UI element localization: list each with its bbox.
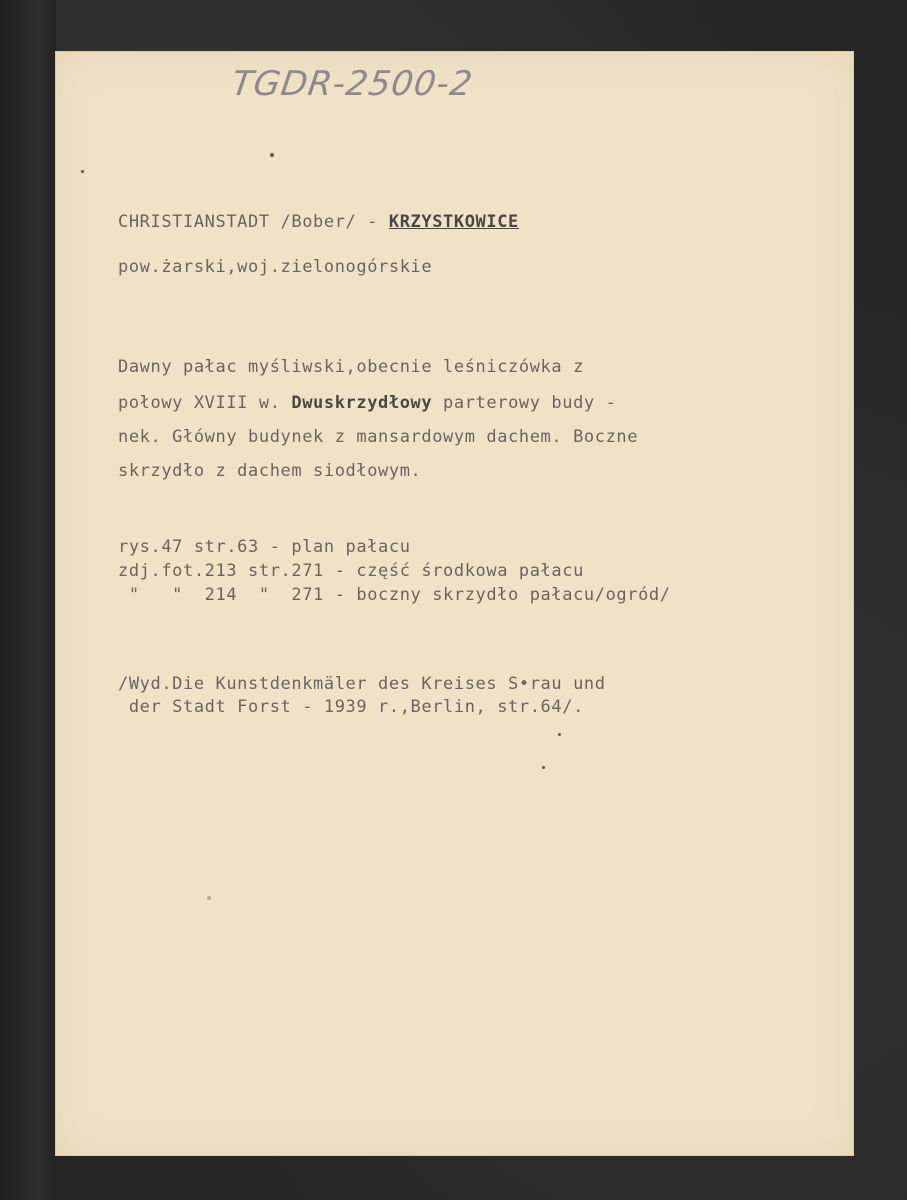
district-line: pow.żarski,woj.zielonogórskie: [118, 257, 433, 277]
reference-line-2: zdj.fot.213 str.271 - część środkowa pałacu: [118, 561, 584, 581]
ink-speck: [81, 170, 84, 173]
source-line-1: /Wyd.Die Kunstdenkmäler des Kreises S•rau und: [118, 674, 606, 694]
paper-stain: [207, 896, 211, 900]
ink-speck: [542, 766, 545, 769]
reference-line-3: " " 214 " 271 - boczny skrzydło pałacu/ogród/: [118, 585, 671, 605]
heading-polish-name: KRZYSTKOWICE: [388, 212, 519, 232]
description-line-1: Dawny pałac myśliwski,obecnie leśniczówka z: [118, 357, 584, 377]
source-line-2: der Stadt Forst - 1939 r.,Berlin, str.64/.: [118, 697, 584, 717]
ink-speck: [270, 153, 274, 157]
binder-edge: [0, 0, 56, 1200]
ink-speck: [558, 733, 561, 736]
heading: [118, 212, 519, 232]
description-line-2a: połowy XVIII w.: [118, 393, 292, 413]
description-line-2c: parterowy budy -: [432, 393, 617, 413]
description-line-2: [118, 393, 616, 413]
archive-code: TGDR-2500-2: [229, 64, 476, 104]
description-line-4: skrzydło z dachem siodłowym.: [118, 461, 422, 481]
description-line-3: nek. Główny budynek z mansardowym dachem. Boczne: [118, 427, 639, 447]
reference-line-1: rys.47 str.63 - plan pałacu: [118, 537, 411, 557]
heading-german-name: CHRISTIANSTADT /Bober/ -: [118, 212, 389, 232]
description-line-2b: Dwuskrzydłowy: [291, 393, 433, 413]
